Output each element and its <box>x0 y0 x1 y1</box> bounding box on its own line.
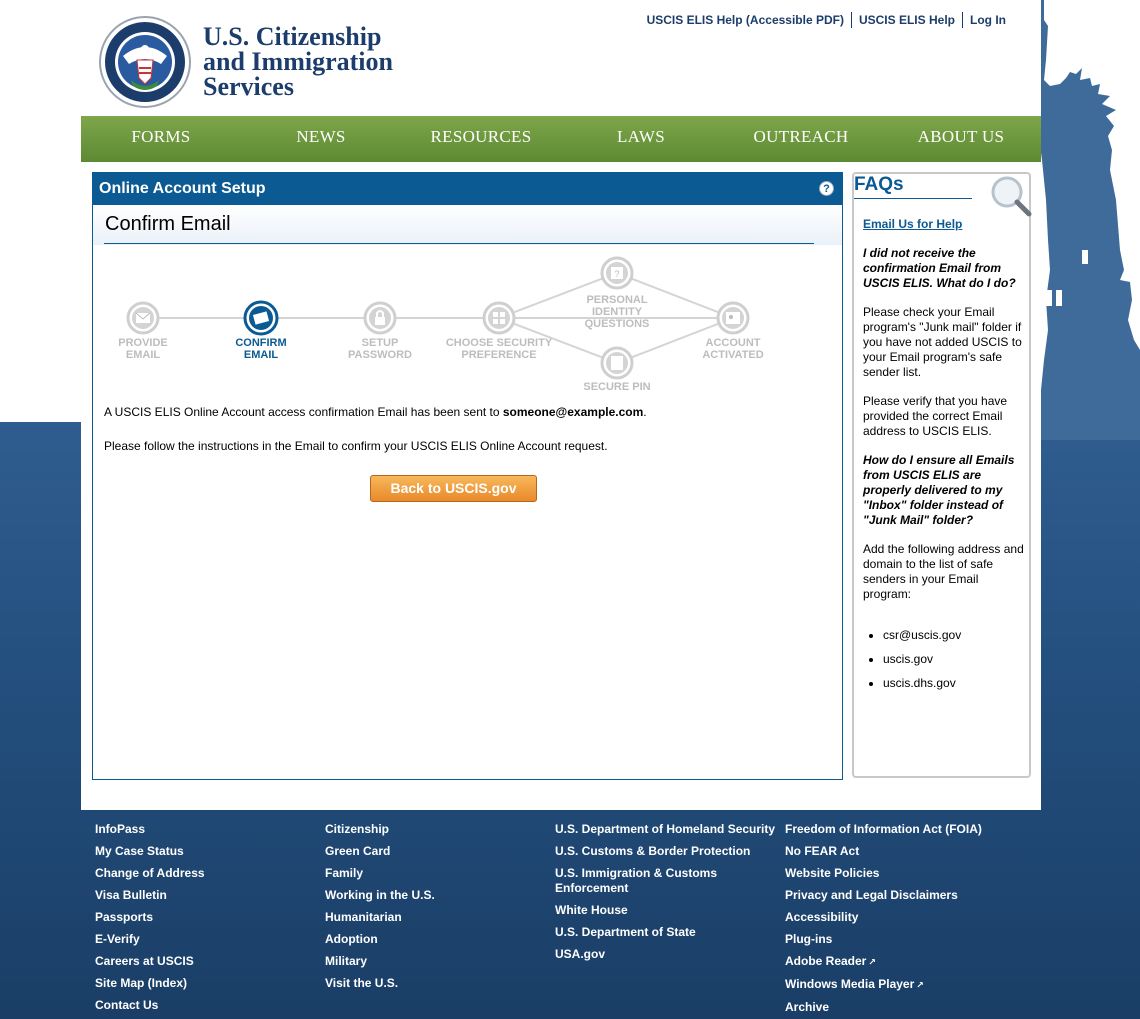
help-icon[interactable]: ? <box>819 181 834 196</box>
footer-link[interactable]: Military <box>325 954 368 968</box>
faq-body <box>863 217 1025 700</box>
page-title: Confirm Email <box>105 213 231 235</box>
footer-link[interactable]: U.S. Immigration & Customs Enforcement <box>555 866 718 895</box>
agency-name-line3: Services <box>203 72 294 101</box>
faq-answer: Please verify that you have provided the correct Email address to USCIS ELIS. <box>863 394 1008 438</box>
footer-link[interactable]: InfoPass <box>95 822 146 836</box>
footer-link[interactable]: E-Verify <box>95 932 140 946</box>
footer-link-label: Windows Media Player <box>785 977 915 991</box>
footer-link[interactable]: USA.gov <box>555 947 606 961</box>
back-to-uscis-button[interactable]: Back to USCIS.gov <box>370 475 537 502</box>
footer-link[interactable]: No FEAR Act <box>785 844 860 858</box>
step-label-line: EMAIL <box>125 349 161 361</box>
faq-title: FAQs <box>854 174 904 195</box>
account-activated-icon <box>718 303 748 333</box>
nav-news[interactable]: NEWS <box>296 127 346 146</box>
page-container <box>81 0 1041 810</box>
progress-diagram <box>93 255 813 395</box>
footer-link[interactable]: Website Policies <box>785 866 880 880</box>
log-in-link[interactable]: Log In <box>962 12 1013 28</box>
faq-question: How do I ensure all Emails from USCIS ELIS are properly delivered to my "Inbox" folder instead of "Junk Mail" folder? <box>863 453 1015 527</box>
footer-link[interactable]: Plug-ins <box>785 932 833 946</box>
faq-answer: Add the following address and domain to the list of safe senders in your Email program: <box>863 542 1024 601</box>
step-label-line: SECURE PIN <box>583 381 651 393</box>
footer-link[interactable]: Passports <box>95 910 154 924</box>
list-item: • uscis.gov <box>883 652 1025 667</box>
progress-steps <box>93 255 813 395</box>
faq-title-underline <box>854 198 972 199</box>
footer-link[interactable]: Accessibility <box>785 910 859 924</box>
panel-header-title: Online Account Setup <box>99 180 266 197</box>
footer-link[interactable]: Archive <box>785 1000 830 1014</box>
footer-link-external[interactable] <box>785 954 982 970</box>
faq-sidebar <box>852 172 1031 778</box>
footer-link[interactable]: U.S. Department of Homeland Security <box>555 822 776 836</box>
sent-email-address: someone@example.com <box>502 405 644 419</box>
footer-column-1 <box>95 822 205 1019</box>
step-label-line: PROVIDE <box>118 337 168 349</box>
footer-link[interactable]: Contact Us <box>95 998 159 1012</box>
footer-link-label: Adobe Reader <box>785 954 867 968</box>
footer-column-2 <box>325 822 435 998</box>
step-label-line: IDENTITY <box>591 306 643 318</box>
footer-link[interactable]: Working in the U.S. <box>325 888 435 902</box>
elis-help-link[interactable]: USCIS ELIS Help <box>851 12 962 28</box>
svg-text:?: ? <box>614 269 620 279</box>
footer-link[interactable]: U.S. Department of State <box>555 925 696 939</box>
list-item: • csr@uscis.gov <box>883 628 1025 643</box>
main-nav <box>81 116 1041 162</box>
confirmation-message <box>104 405 647 419</box>
mail-icon <box>128 303 158 333</box>
lock-icon <box>365 303 395 333</box>
step-setup-password <box>325 337 435 361</box>
step-label-line: EMAIL <box>243 349 279 361</box>
footer-column-4 <box>785 822 982 1019</box>
utility-links <box>640 12 1013 28</box>
step-label-line: CHOOSE SECURITY <box>445 337 553 349</box>
account-setup-panel <box>92 172 843 780</box>
dhs-seal-icon[interactable] <box>99 16 191 108</box>
step-label-line: SETUP <box>361 337 399 349</box>
step-label-line: QUESTIONS <box>584 318 650 330</box>
faq-answer: Please check your Email program's "Junk mail" folder if you have not added USCIS to your Email program's safe sender list. <box>863 305 1022 379</box>
identity-questions-icon <box>602 258 632 288</box>
footer-link[interactable]: Visit the U.S. <box>325 976 399 990</box>
keypad-icon <box>602 348 632 378</box>
step-account-activated <box>678 337 788 361</box>
title-divider <box>104 243 814 244</box>
list-item: • uscis.dhs.gov <box>883 676 1025 691</box>
agency-name-line1: U.S. Citizenship <box>203 22 382 51</box>
footer-link[interactable]: Careers at USCIS <box>95 954 194 968</box>
footer-link[interactable]: U.S. Customs & Border Protection <box>555 844 751 858</box>
step-label-line: PERSONAL <box>586 294 648 306</box>
nav-laws[interactable]: LAWS <box>617 127 665 146</box>
footer-column-3 <box>555 822 780 969</box>
step-personal-identity <box>562 294 672 330</box>
footer-link[interactable]: Freedom of Information Act (FOIA) <box>785 822 982 836</box>
footer-link-external[interactable] <box>785 977 982 993</box>
footer-link[interactable]: Green Card <box>325 844 391 858</box>
safe-sender-list <box>883 628 1025 691</box>
confirm-email-icon <box>245 302 277 334</box>
agency-name[interactable] <box>203 24 393 99</box>
step-label-line: ACCOUNT <box>705 337 761 349</box>
step-choose-security <box>444 337 554 361</box>
footer-link[interactable]: Privacy and Legal Disclaimers <box>785 888 958 902</box>
faq-question: I did not receive the confirmation Email from USCIS ELIS. What do I do? <box>863 246 1016 290</box>
footer-link[interactable]: White House <box>555 903 628 917</box>
nav-about-us[interactable]: ABOUT US <box>917 127 1005 146</box>
footer-link[interactable]: Humanitarian <box>325 910 402 924</box>
elis-help-pdf-link[interactable]: USCIS ELIS Help (Accessible PDF) <box>646 13 844 27</box>
nav-forms[interactable]: FORMS <box>131 127 191 146</box>
panel-header <box>93 173 842 205</box>
message-prefix: A USCIS ELIS Online Account access confirmation Email has been sent to <box>104 405 503 419</box>
message-suffix: . <box>643 405 647 419</box>
footer-link[interactable]: Visa Bulletin <box>95 888 167 902</box>
step-label-line: PREFERENCE <box>461 349 537 361</box>
step-provide-email <box>88 337 198 361</box>
footer-link[interactable]: My Case Status <box>95 844 184 858</box>
step-confirm-email <box>206 337 316 361</box>
footer-link[interactable]: Family <box>325 866 364 880</box>
footer-link[interactable]: Citizenship <box>325 822 390 836</box>
instructions-message: Please follow the instructions in the Email to confirm your USCIS ELIS Online Account request. <box>104 439 608 453</box>
footer-link[interactable]: Adoption <box>325 932 378 946</box>
external-link-icon: ↗ <box>868 957 876 967</box>
nav-resources[interactable]: RESOURCES <box>430 127 532 146</box>
magnifier-icon <box>987 174 1033 218</box>
step-label-line: PASSWORD <box>348 349 412 361</box>
step-label-line: CONFIRM <box>235 337 287 349</box>
step-secure-pin <box>562 381 672 393</box>
email-us-link[interactable]: Email Us for Help <box>863 217 963 231</box>
nav-outreach[interactable]: OUTREACH <box>753 127 849 146</box>
step-label-line: ACTIVATED <box>702 349 764 361</box>
security-preference-icon <box>484 303 514 333</box>
agency-name-line2: and Immigration <box>203 47 393 76</box>
footer-link[interactable]: Site Map (Index) <box>95 976 188 990</box>
footer-link[interactable]: Change of Address <box>95 866 205 880</box>
external-link-icon: ↗ <box>916 980 924 990</box>
